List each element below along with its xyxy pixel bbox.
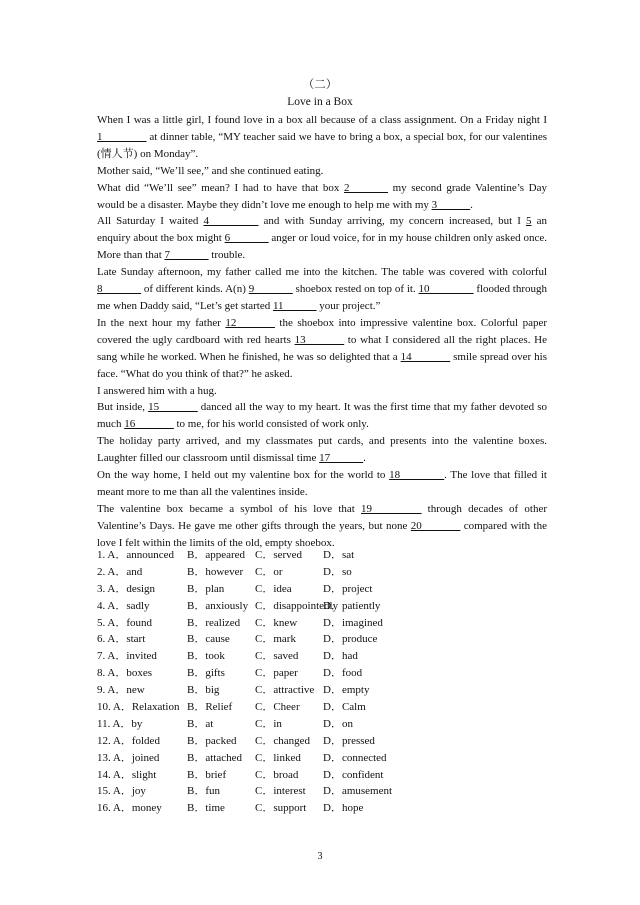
option-choice-d: D．empty [323, 684, 370, 697]
answer-blank: 7_______ [164, 249, 209, 262]
option-choice-a: 5. A．found [97, 616, 152, 629]
passage-text: Late Sunday afternoon, my father called me into the kitchen. The table was covered with colorful [97, 266, 547, 279]
answer-blank: 11______ [272, 299, 317, 312]
option-choice-c: C．paper [255, 667, 298, 680]
option-choice-b: B．appeared [187, 549, 246, 561]
passage-paragraph [97, 264, 547, 315]
passage-paragraph [97, 467, 547, 501]
passage-text: The holiday party arrived, and my classmates put cards, and presents into the valentine boxes. Laughter filled our classroom until dismissal time [97, 435, 547, 465]
passage-text: the shoebox into impressive valentine box. Colorful paper covered the ugly cardboard with red hearts [97, 316, 548, 346]
passage-text: On the way home, I held out my valentine box for the world to [97, 469, 390, 482]
passage-paragraph [97, 501, 547, 552]
section-number: （二） [302, 79, 338, 91]
option-choice-a: 7. A．invited [97, 650, 157, 663]
passage-text: an enquiry about the box might [97, 215, 547, 245]
answer-blank: 4_________ [203, 215, 259, 228]
option-choice-a: 1. A．announced [97, 549, 174, 561]
passage-text: What did “We’ll see” mean? I had to have that box [97, 181, 344, 194]
option-choice-b: B．packed [187, 734, 237, 747]
option-row [97, 767, 547, 784]
answer-blank: 15_______ [148, 401, 198, 414]
option-row [97, 648, 547, 665]
option-choice-b: B．gifts [187, 667, 225, 680]
passage-text: All Saturday I waited [97, 215, 204, 228]
option-choice-d: D．had [323, 650, 358, 663]
passage-text: In the next hour my father [97, 316, 226, 329]
option-choice-b: B．cause [187, 633, 230, 646]
passage-paragraph [97, 213, 547, 264]
answer-blank: 10________ [418, 283, 474, 296]
option-choice-a: 13. A．joined [97, 751, 160, 764]
option-row [97, 783, 547, 800]
answer-blank: 17______ [319, 452, 364, 465]
option-choice-c: C．served [255, 549, 303, 561]
option-row [97, 615, 547, 632]
passage-text: through decades of other Valentine’s Days. He gave me other gifts through the years, but none [97, 502, 548, 532]
passage-text: . The love that filled it meant more to me than all the valentines inside. [97, 469, 547, 498]
page-number: 3 [317, 851, 323, 862]
option-choice-a: 8. A．boxes [97, 667, 152, 680]
passage-text: shoebox rested on top of it. [292, 283, 419, 296]
passage-text: my second grade Valentine’s Day would be a disaster. Maybe they didn’t love me enough to help me with my [97, 181, 547, 211]
answer-blank: 20_______ [410, 519, 461, 532]
option-choice-d: D．project [323, 582, 373, 595]
answer-blank: 5 [526, 215, 532, 228]
option-row [97, 733, 547, 750]
option-choice-d: D．hope [323, 802, 364, 815]
option-choice-a: 2. A．and [97, 565, 143, 578]
option-choice-d: D．food [323, 667, 363, 680]
passage-text: at dinner table, “MY teacher said we have to bring a box, a special box, for our valentines (情人节) on Monday”. [97, 130, 547, 160]
passage-text: I answered him with a hug. [97, 384, 217, 397]
answer-options [97, 547, 547, 817]
option-choice-b: B．realized [187, 616, 241, 629]
option-choice-a: 12. A．folded [97, 734, 160, 747]
option-row [97, 631, 547, 648]
option-choice-b: B．attached [187, 751, 242, 764]
option-choice-d: D．produce [323, 633, 378, 646]
option-choice-b: B．fun [187, 785, 220, 798]
option-row [97, 682, 547, 699]
passage-text: . [470, 198, 473, 211]
passage-body [97, 112, 547, 552]
option-choice-a: 11. A．by [97, 717, 143, 730]
passage-text: flooded through me when Daddy said, “Let’s get started [97, 283, 547, 312]
option-choice-b: B．brief [187, 768, 227, 781]
answer-blank: 13_______ [294, 333, 345, 346]
option-choice-a: 9. A．new [97, 684, 145, 697]
answer-blank: 8_______ [97, 283, 141, 296]
option-row [97, 716, 547, 733]
answer-blank: 9_______ [248, 283, 293, 296]
passage-text: . [363, 452, 366, 465]
answer-blank: 19_________ [361, 502, 422, 515]
passage-text: of different kinds. A(n) [141, 283, 249, 296]
answer-blank: 2_______ [343, 181, 388, 194]
option-choice-b: B．plan [187, 582, 225, 595]
option-choice-d: D．sat [323, 549, 355, 561]
passage-title: Love in a Box [287, 96, 353, 108]
option-choice-d: D．so [323, 565, 352, 578]
option-choice-c: C．idea [255, 582, 292, 595]
passage-text: But inside, [97, 401, 149, 414]
option-choice-c: C．support [255, 802, 307, 815]
option-row [97, 547, 547, 564]
option-choice-a: 6. A．start [97, 633, 146, 646]
passage-text: danced all the way to my heart. It was the first time that my father devoted so much [97, 401, 548, 431]
option-choice-c: C．disappointedly [255, 599, 339, 612]
option-choice-d: D．Calm [323, 701, 366, 714]
option-choice-a: 15. A．joy [97, 785, 146, 798]
option-row [97, 564, 547, 581]
passage-text: and with Sunday arriving, my concern increased, but I [258, 215, 527, 228]
option-choice-a: 10. A．Relaxation [97, 701, 180, 714]
passage-paragraph [97, 433, 547, 467]
answer-blank: 6_______ [224, 232, 269, 245]
option-choice-c: C．linked [255, 751, 301, 764]
option-choice-c: C．or [255, 565, 283, 578]
option-choice-c: C．attractive [255, 684, 315, 697]
answer-blank: 1________ [97, 130, 147, 143]
option-choice-d: D．imagined [323, 616, 383, 629]
passage-text: The valentine box became a symbol of his love that [97, 502, 361, 515]
passage-text: anger or loud voice, for in my house children only asked once. More than that [97, 232, 547, 262]
answer-blank: 3______ [431, 198, 471, 211]
option-row [97, 800, 547, 817]
option-choice-a: 4. A．sadly [97, 599, 150, 612]
option-choice-c: C．Cheer [255, 701, 300, 714]
option-choice-b: B．however [187, 565, 244, 578]
passage-paragraph [97, 383, 547, 400]
option-row [97, 598, 547, 615]
option-choice-c: C．changed [255, 734, 310, 747]
option-row [97, 665, 547, 682]
passage-text: your project.” [316, 299, 381, 312]
option-choice-c: C．knew [255, 616, 298, 629]
option-choice-b: B．time [187, 802, 225, 815]
option-row [97, 750, 547, 767]
option-choice-b: B．anxiously [187, 599, 249, 612]
option-choice-b: B．Relief [187, 701, 233, 714]
option-choice-b: B．big [187, 684, 220, 697]
option-choice-c: C．broad [255, 768, 299, 781]
passage-paragraph [97, 180, 547, 214]
passage-text: to me, for his world consisted of work only. [173, 418, 369, 431]
passage-paragraph [97, 163, 547, 180]
passage-paragraph [97, 315, 547, 383]
option-choice-d: D．patiently [323, 599, 381, 612]
option-row [97, 699, 547, 716]
passage-paragraph [97, 112, 547, 163]
answer-blank: 14_______ [400, 350, 451, 363]
option-choice-c: C．saved [255, 650, 299, 663]
passage-paragraph [97, 399, 547, 433]
option-choice-b: B．at [187, 717, 214, 730]
option-choice-c: C．in [255, 717, 282, 730]
option-choice-a: 3. A．design [97, 582, 156, 595]
answer-blank: 12_______ [225, 316, 275, 329]
passage-text: Mother said, “We’ll see,” and she continued eating. [97, 164, 324, 177]
option-choice-d: D．amusement [323, 785, 393, 798]
option-choice-d: D．confident [323, 768, 384, 781]
option-choice-d: D．on [323, 717, 353, 730]
answer-blank: 18________ [389, 469, 445, 482]
option-choice-d: D．connected [323, 751, 387, 764]
passage-text: compared with the love I felt within the limits of the old, empty shoebox. [97, 519, 547, 549]
option-choice-d: D．pressed [323, 734, 375, 747]
option-choice-b: B．took [187, 650, 225, 663]
answer-blank: 16_______ [124, 418, 174, 431]
passage-text: to what I considered all the right places. He sang while he worked. When he finished, he was so delighted that a [97, 333, 547, 363]
option-choice-a: 14. A．slight [97, 768, 157, 781]
option-row [97, 581, 547, 598]
passage-text: When I was a little girl, I found love in a box all because of a class assignment. On a Friday night I [97, 114, 547, 126]
option-choice-c: C．interest [255, 785, 306, 798]
option-choice-c: C．mark [255, 633, 296, 646]
passage-text: smile spread over his face. “What do you think of that?” he asked. [97, 350, 547, 380]
passage-text: trouble. [208, 249, 246, 262]
option-choice-a: 16. A．money [97, 802, 162, 815]
